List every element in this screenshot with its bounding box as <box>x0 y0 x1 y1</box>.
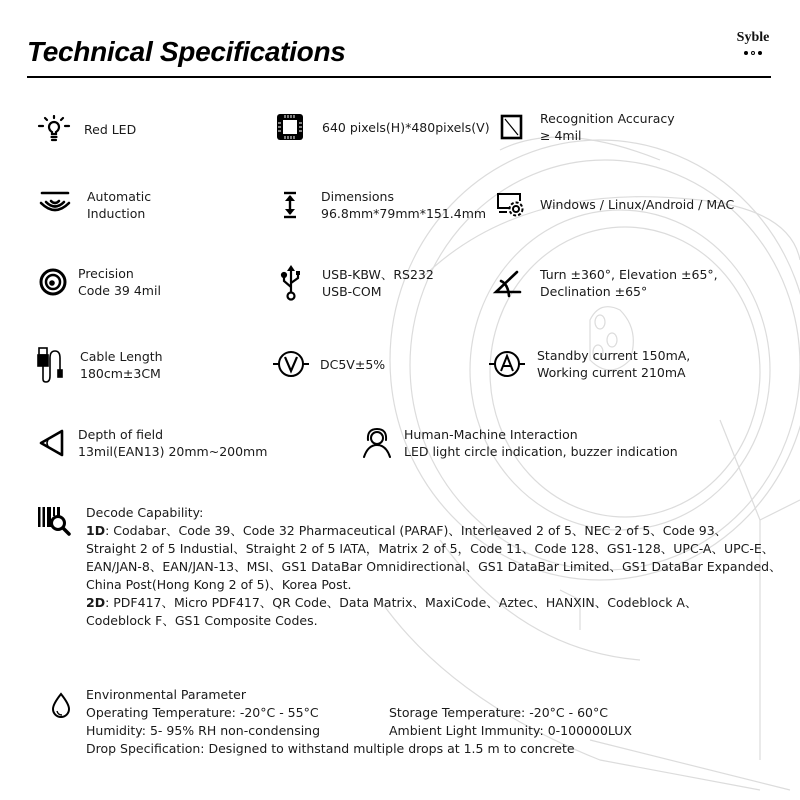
spec-dimensions-value: 96.8mm*79mm*151.4mm <box>321 206 487 221</box>
spec-os-line: Windows / Linux/Android / MAC <box>540 196 735 212</box>
decode-1d-line: EAN/JAN-8、EAN/JAN-13、MSI、GS1 DataBar Omnidirectional、GS1 DataBar Limited、GS1 DataBar Expanded、 <box>86 559 782 574</box>
decode-1d-line: Straight 2 of 5 Industial、Straight 2 of 5 IATA，Matrix 2 of 5，Code 11、Code 128、GS1-128、UPC-A、UPC-E、 <box>86 541 775 556</box>
sensor-waves-icon <box>37 189 73 221</box>
spec-induction <box>37 188 151 222</box>
page-title: Technical Specifications <box>27 36 346 67</box>
decode-1d-label: 1D <box>86 523 106 538</box>
decode-capability-section <box>36 504 798 630</box>
brand-name: Syble <box>736 30 770 45</box>
spec-light-source <box>36 115 136 143</box>
spec-dimensions-title: Dimensions <box>321 189 394 204</box>
spec-precision <box>38 265 161 299</box>
spec-cable-title: Cable Length <box>80 349 163 364</box>
monitor-gear-icon <box>495 190 525 218</box>
spec-depth-value: 13mil(EAN13) 20mm~200mm <box>78 444 268 459</box>
spec-angle-line2: Declination ±65° <box>540 284 648 299</box>
spec-cable-length <box>36 346 163 384</box>
env-drop-spec: Drop Specification: Designed to withstand multiple drops at 1.5 m to concrete <box>86 741 575 756</box>
decode-1d-line: 1D: Codabar、Code 39、Code 32 Pharmaceutical (PARAF)、Interleaved 2 of 5、NEC 2 of 5、Code 93、 <box>86 523 728 538</box>
spec-accuracy-value: ≥ 4mil <box>540 128 582 143</box>
spec-light-line: Red LED <box>84 121 137 137</box>
spec-precision-value: Code 39 4mil <box>78 283 161 298</box>
spec-recognition-accuracy <box>500 110 675 144</box>
height-arrows-icon <box>280 190 300 220</box>
header-divider <box>27 76 771 78</box>
voltmeter-icon <box>272 349 310 379</box>
spec-current <box>488 347 690 381</box>
spec-current-line2: Working current 210mA <box>537 365 686 380</box>
spec-hmi <box>360 426 678 460</box>
spec-sensor-line: 640 pixels(H)*480pixels(V) <box>322 119 490 135</box>
spec-induction-line1: Automatic <box>87 189 152 204</box>
spec-interface-line2: USB-COM <box>322 284 382 299</box>
brand-logo <box>733 30 773 55</box>
spec-os-support <box>495 190 734 218</box>
usb-cable-icon <box>36 346 70 384</box>
slash-square-icon <box>500 113 524 141</box>
spec-rotation-angle <box>492 266 718 300</box>
spec-dimensions <box>280 188 486 222</box>
spec-hmi-title: Human-Machine Interaction <box>404 427 578 442</box>
env-title: Environmental Parameter <box>86 687 246 702</box>
env-operating-temp: Operating Temperature: -20°C - 55°C <box>86 705 319 720</box>
spec-sensor <box>275 112 490 142</box>
chip-icon <box>275 112 305 142</box>
lightbulb-icon <box>36 115 72 143</box>
spec-interface-line1: USB-KBW、RS232 <box>322 267 434 282</box>
spec-voltage <box>272 349 385 379</box>
spec-current-line1: Standby current 150mA, <box>537 348 691 363</box>
ammeter-icon <box>488 349 526 379</box>
field-cone-icon <box>38 427 66 459</box>
decode-2d-line: 2D: PDF417、Micro PDF417、QR Code、Data Matrix、MaxiCode、Aztec、HANXIN、Codeblock A、 <box>86 595 698 610</box>
brand-dots <box>733 51 773 55</box>
spec-voltage-line: DC5V±5% <box>320 356 386 372</box>
spec-induction-line2: Induction <box>87 206 146 221</box>
spec-depth-of-field <box>38 426 267 460</box>
decode-1d-line: China Post(Hong Kong 2 of 5)、Korea Post. <box>86 577 352 592</box>
barcode-search-icon <box>36 504 74 536</box>
target-icon <box>38 267 68 297</box>
user-headset-icon <box>360 426 394 460</box>
env-humidity: Humidity: 5- 95% RH non-condensing <box>86 723 321 738</box>
environmental-section <box>50 686 632 758</box>
env-ambient-light: Ambient Light Immunity: 0-100000LUX <box>389 723 632 738</box>
env-storage-temp: Storage Temperature: -20°C - 60°C <box>389 705 608 720</box>
spec-angle-line1: Turn ±360°, Elevation ±65°, <box>540 267 718 282</box>
water-drop-icon <box>50 691 72 721</box>
usb-icon <box>280 263 302 303</box>
decode-2d-label: 2D <box>86 595 106 610</box>
spec-depth-title: Depth of field <box>78 427 164 442</box>
spec-hmi-value: LED light circle indication, buzzer indication <box>404 444 678 459</box>
spec-interface <box>280 263 434 303</box>
spec-precision-title: Precision <box>78 266 134 281</box>
angle-icon <box>492 267 522 299</box>
decode-2d-line: Codeblock F、GS1 Composite Codes. <box>86 613 318 628</box>
spec-cable-value: 180cm±3CM <box>80 366 161 381</box>
spec-accuracy-title: Recognition Accuracy <box>540 111 675 126</box>
decode-title: Decode Capability: <box>86 505 204 520</box>
